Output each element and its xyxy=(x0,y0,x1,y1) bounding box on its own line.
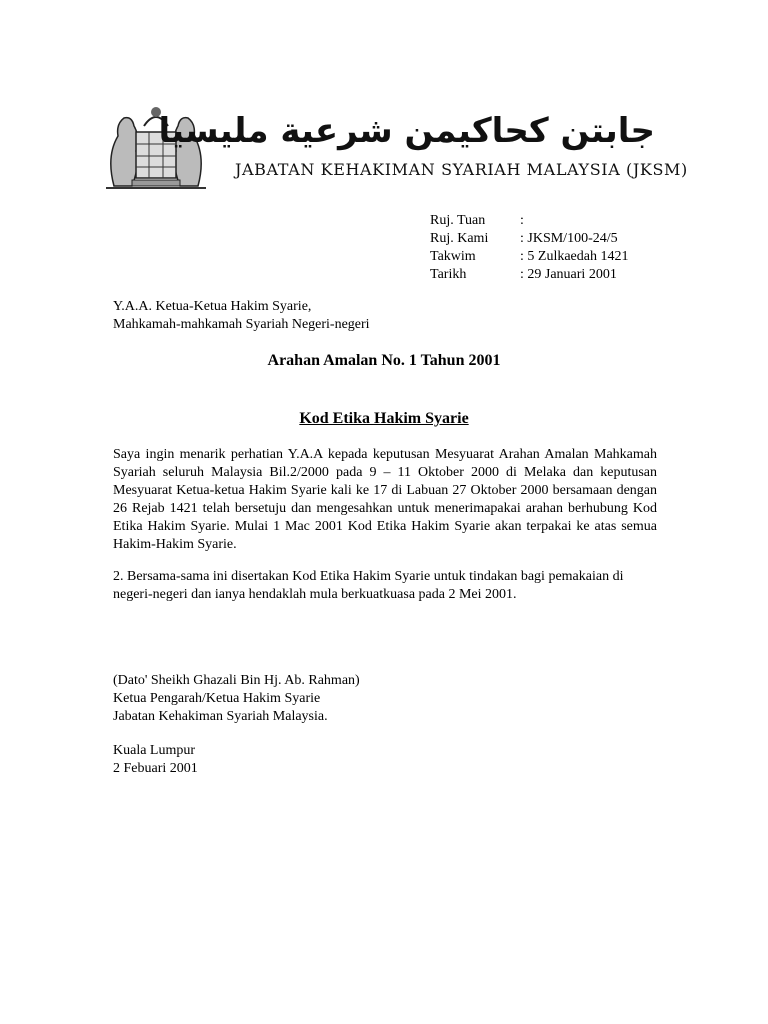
ref-value: : 29 Januari 2001 xyxy=(520,267,617,282)
signatory-department: Jabatan Kehakiman Syariah Malaysia. xyxy=(113,709,328,724)
ref-row-tarikh xyxy=(430,266,680,284)
ref-value: : 5 Zulkaedah 1421 xyxy=(520,249,629,264)
place-date-block xyxy=(113,742,198,778)
ref-value: : xyxy=(520,213,524,228)
ref-label: Ruj. Tuan xyxy=(430,213,486,228)
signatory-name: (Dato' Sheikh Ghazali Bin Hj. Ab. Rahman) xyxy=(113,673,360,688)
body-paragraph-1: Saya ingin menarik perhatian Y.A.A kepada keputusan Mesyuarat Arahan Amalan Mahkamah Syariah seluruh Malaysia Bil.2/2000 pada 9 – 11 Oktober 2000 di Melaka dan keputusan Mesyuarat Ketua-ketua Hakim Syarie kali ke 17 di Labuan 27 Oktober 2000 bersamaan dengan 26 Rejab 1421 telah bersetuju dan mengesahkan untuk menerimapakai arahan berhubung Kod Etika Hakim Syarie. Mulai 1 Mac 2001 Kod Etika Hakim Syarie akan terpakai ke atas semua Hakim-Hakim Syarie. xyxy=(113,447,657,552)
document-subtitle: Kod Etika Hakim Syarie xyxy=(299,410,469,427)
ref-label: Tarikh xyxy=(430,267,467,282)
department-name: JABATAN KEHAKIMAN SYARIAH MALAYSIA (JKSM) xyxy=(235,160,688,179)
document-title: Arahan Amalan No. 1 Tahun 2001 xyxy=(267,352,501,369)
ref-row-ruj-kami xyxy=(430,230,680,248)
ref-row-takwim xyxy=(430,248,680,266)
ref-label: Takwim xyxy=(430,249,476,264)
signature-block xyxy=(113,672,360,726)
place: Kuala Lumpur xyxy=(113,743,196,758)
ref-label: Ruj. Kami xyxy=(430,231,489,246)
jawi-department-name: جابتن كحاكيمن شرعية مليسيا xyxy=(158,111,655,151)
ref-row-ruj-tuan xyxy=(430,212,680,230)
signatory-position: Ketua Pengarah/Ketua Hakim Syarie xyxy=(113,691,321,706)
issue-date: 2 Febuari 2001 xyxy=(113,761,198,776)
body-paragraph-2: 2. Bersama-sama ini disertakan Kod Etika Hakim Syarie untuk tindakan bagi pemakaian di negeri-negeri dan ianya hendaklah mula berkuatkuasa pada 2 Mei 2001. xyxy=(113,569,624,602)
addressee-line-2: Mahkamah-mahkamah Syariah Negeri-negeri xyxy=(113,317,370,332)
addressee xyxy=(113,298,370,334)
reference-block xyxy=(430,212,680,284)
addressee-line-1: Y.A.A. Ketua-Ketua Hakim Syarie, xyxy=(113,299,312,314)
ref-value: : JKSM/100-24/5 xyxy=(520,231,618,246)
